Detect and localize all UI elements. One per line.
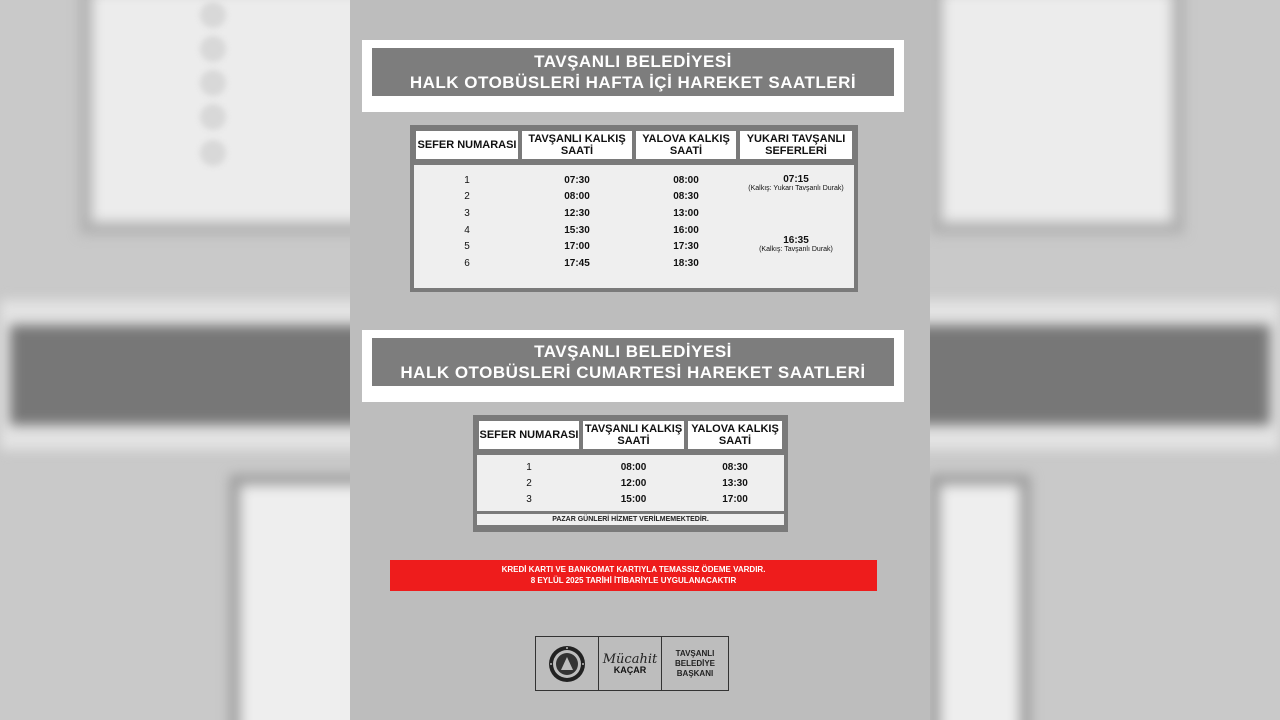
sefer-no: 1 (464, 174, 470, 186)
header-sefer-numarasi: SEFER NUMARASI (414, 129, 520, 161)
yalova-time: 08:00 (673, 174, 699, 186)
table-row (414, 255, 854, 272)
mayor-title (662, 637, 728, 690)
yukari-note-text-1: (Kalkış: Yukarı Tavşanlı Durak) (748, 185, 844, 192)
tavsanli-time: 17:45 (564, 257, 590, 269)
tavsanli-time: 17:00 (564, 241, 590, 253)
sefer-no: 5 (464, 241, 470, 253)
tavsanli-time: 08:00 (564, 191, 590, 203)
yalova-time: 17:30 (673, 241, 699, 253)
sefer-no: 2 (526, 477, 532, 489)
sefer-no: 6 (464, 257, 470, 269)
yukari-note-text-2: (Kalkış: Tavşanlı Durak) (759, 246, 833, 253)
tavsanli-time: 08:00 (620, 461, 647, 473)
yukari-time-2: 16:35 (783, 235, 809, 246)
table-row (477, 459, 784, 475)
sefer-no: 3 (464, 207, 470, 219)
header-yukari-tavsanli: YUKARI TAVŞANLI SEFERLERİ (738, 129, 854, 161)
municipality-seal (536, 637, 599, 690)
tavsanli-time: 15:30 (564, 224, 590, 236)
weekday-title-line2: HALK OTOBÜSLERİ HAFTA İÇİ HAREKET SAATLERİ (409, 73, 857, 92)
weekday-table (410, 125, 858, 292)
mayor-signature (599, 637, 662, 690)
saturday-table-body (477, 455, 784, 511)
tavsanli-time: 12:30 (564, 207, 590, 219)
yukari-note-2 (738, 235, 854, 253)
saturday-title-line1: TAVŞANLI BELEDİYESİ (534, 342, 732, 361)
tavsanli-time: 12:00 (620, 477, 647, 489)
yalova-time: 13:30 (722, 477, 748, 489)
saturday-title-line2: HALK OTOBÜSLERİ CUMARTESİ HAREKET SAATLERİ (400, 363, 866, 382)
signature-name: KAÇAR (613, 665, 647, 675)
yalova-time: 08:30 (673, 191, 699, 203)
table-row (414, 205, 854, 222)
weekday-title-bar (372, 48, 894, 96)
mayor-title-line3: BAŞKANI (676, 668, 714, 678)
header-tavsanli-kalkis: TAVŞANLI KALKIŞ SAATİ (581, 419, 686, 451)
schedule-poster (350, 0, 930, 720)
yalova-time: 17:00 (722, 493, 748, 505)
header-tavsanli-kalkis: TAVŞANLI KALKIŞ SAATİ (520, 129, 634, 161)
header-yalova-kalkis: YALOVA KALKIŞ SAATİ (634, 129, 738, 161)
banner-line1: KREDİ KARTI VE BANKOMAT KARTIYLA TEMASSIZ ÖDEME VARDIR. (501, 565, 766, 574)
yalova-time: 18:30 (673, 257, 699, 269)
header-yalova-kalkis: YALOVA KALKIŞ SAATİ (686, 419, 784, 451)
yukari-time-1: 07:15 (783, 174, 809, 185)
saturday-title-bar (372, 338, 894, 386)
tavsanli-time: 07:30 (564, 174, 590, 186)
saturday-table-header (477, 419, 784, 451)
weekday-table-header (414, 129, 854, 161)
mayor-title-line1: TAVŞANLI (675, 648, 715, 658)
sefer-no: 2 (464, 191, 470, 203)
sefer-no: 1 (526, 461, 532, 473)
footer-signature-block (535, 636, 729, 691)
payment-banner (390, 560, 877, 591)
yalova-time: 13:00 (673, 207, 699, 219)
signature-script: Mücahit (602, 652, 658, 667)
sefer-no: 4 (464, 224, 470, 236)
header-sefer-numarasi: SEFER NUMARASI (477, 419, 581, 451)
weekday-title-line1: TAVŞANLI BELEDİYESİ (534, 52, 732, 71)
weekday-title-box (362, 40, 904, 112)
seal-icon (547, 644, 587, 684)
saturday-title-box (362, 330, 904, 402)
sunday-notice: PAZAR GÜNLERİ HİZMET VERİLMEMEKTEDİR. (477, 514, 784, 525)
mayor-title-line2: BELEDİYE (674, 658, 715, 668)
banner-line2: 8 EYLÜL 2025 TARİHİ İTİBARİYLE UYGULANACAKTIR (530, 576, 737, 585)
saturday-table (473, 415, 788, 532)
sefer-no: 3 (526, 493, 532, 505)
yukari-note-1 (738, 174, 854, 192)
yalova-time: 08:30 (722, 461, 748, 473)
table-row (477, 491, 784, 507)
table-row (477, 475, 784, 491)
tavsanli-time: 15:00 (620, 493, 647, 505)
yalova-time: 16:00 (673, 224, 699, 236)
weekday-table-body (414, 165, 854, 288)
